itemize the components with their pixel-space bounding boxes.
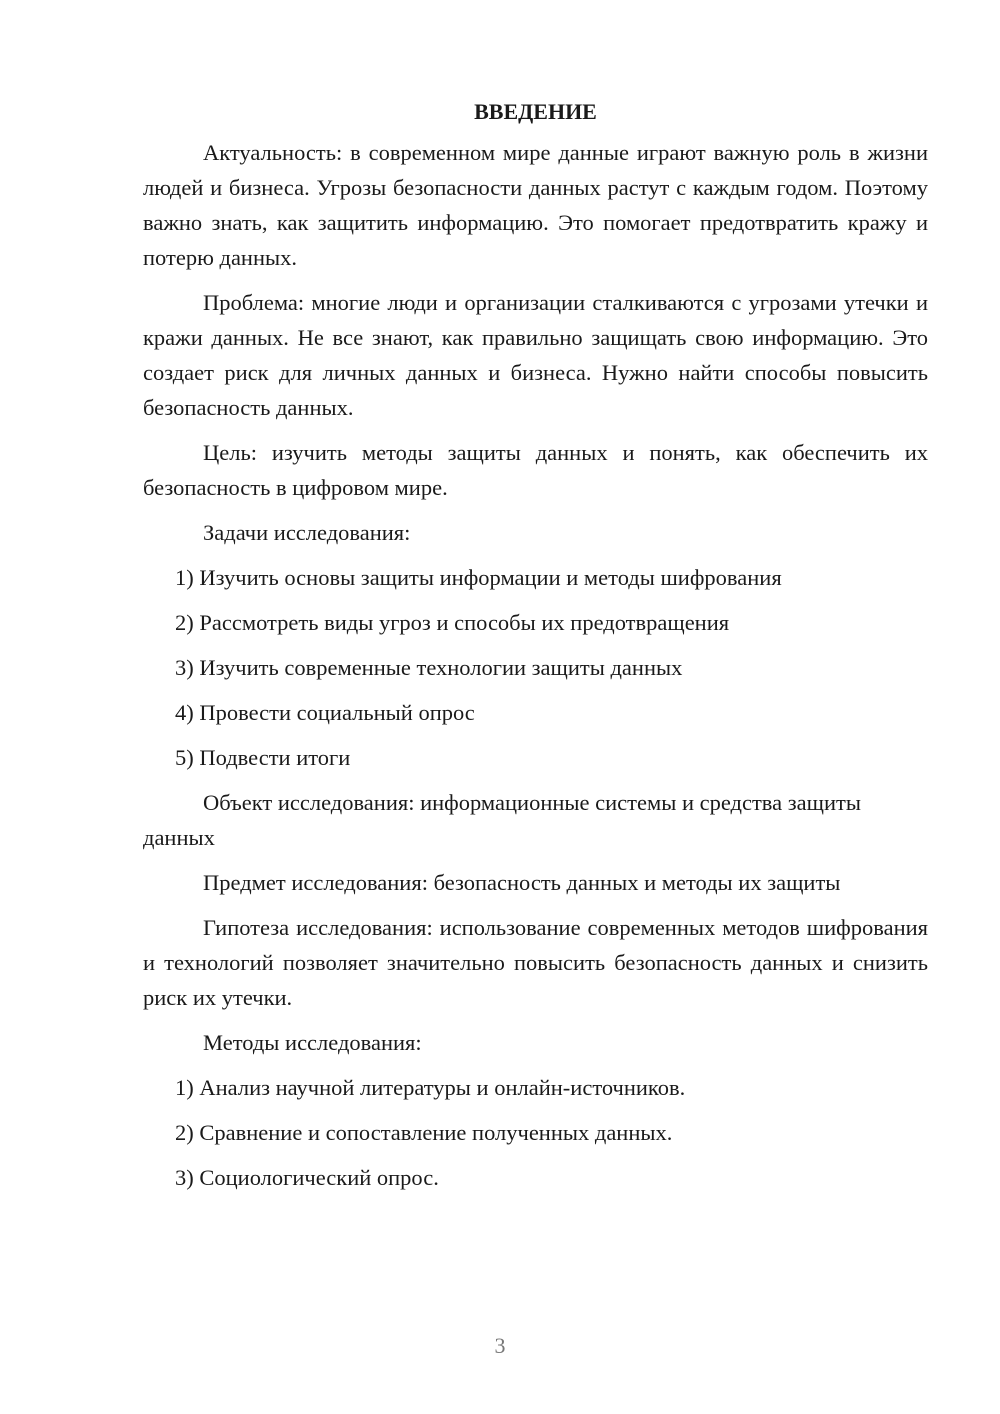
- task-item: 1) Изучить основы защиты информации и методы шифрования: [175, 565, 782, 590]
- tasks-heading: Задачи исследования:: [203, 520, 411, 545]
- page-number: 3: [494, 1333, 506, 1358]
- relevance-paragraph: Актуальность: в современном мире данные играют важную роль в жизни людей и бизнеса. Угрозы безопасности данных растут с каждым годом. Поэтому важно знать, как защитить информацию. Это помогает предотвратить кражу и потерю данных.: [143, 140, 928, 270]
- goal-paragraph: Цель: изучить методы защиты данных и понять, как обеспечить их безопасность в цифровом мире.: [143, 440, 928, 500]
- task-item: 3) Изучить современные технологии защиты данных: [175, 655, 683, 680]
- problem-paragraph: Проблема: многие люди и организации сталкиваются с угрозами утечки и кражи данных. Не все знают, как правильно защищать свою информацию. Это создает риск для личных данных и бизнеса. Нужно найти способы повысить безопасность данных.: [143, 290, 928, 420]
- method-item: 3) Социологический опрос.: [175, 1165, 439, 1190]
- page-content: [143, 94, 928, 1205]
- method-item: 2) Сравнение и сопоставление полученных данных.: [175, 1120, 673, 1145]
- section-title: ВВЕДЕНИЕ: [474, 99, 597, 124]
- subject-paragraph: Предмет исследования: безопасность данных и методы их защиты: [203, 870, 841, 895]
- methods-heading: Методы исследования:: [203, 1030, 422, 1055]
- task-item: 5) Подвести итоги: [175, 745, 351, 770]
- method-item: 1) Анализ научной литературы и онлайн-источников.: [175, 1075, 686, 1100]
- object-paragraph: Объект исследования: информационные системы и средства защиты данных: [143, 790, 861, 850]
- hypothesis-paragraph: Гипотеза исследования: использование современных методов шифрования и технологий позволяет значительно повысить безопасность данных и снизить риск их утечки.: [143, 915, 928, 1010]
- task-item: 2) Рассмотреть виды угроз и способы их предотвращения: [175, 610, 730, 635]
- task-item: 4) Провести социальный опрос: [175, 700, 475, 725]
